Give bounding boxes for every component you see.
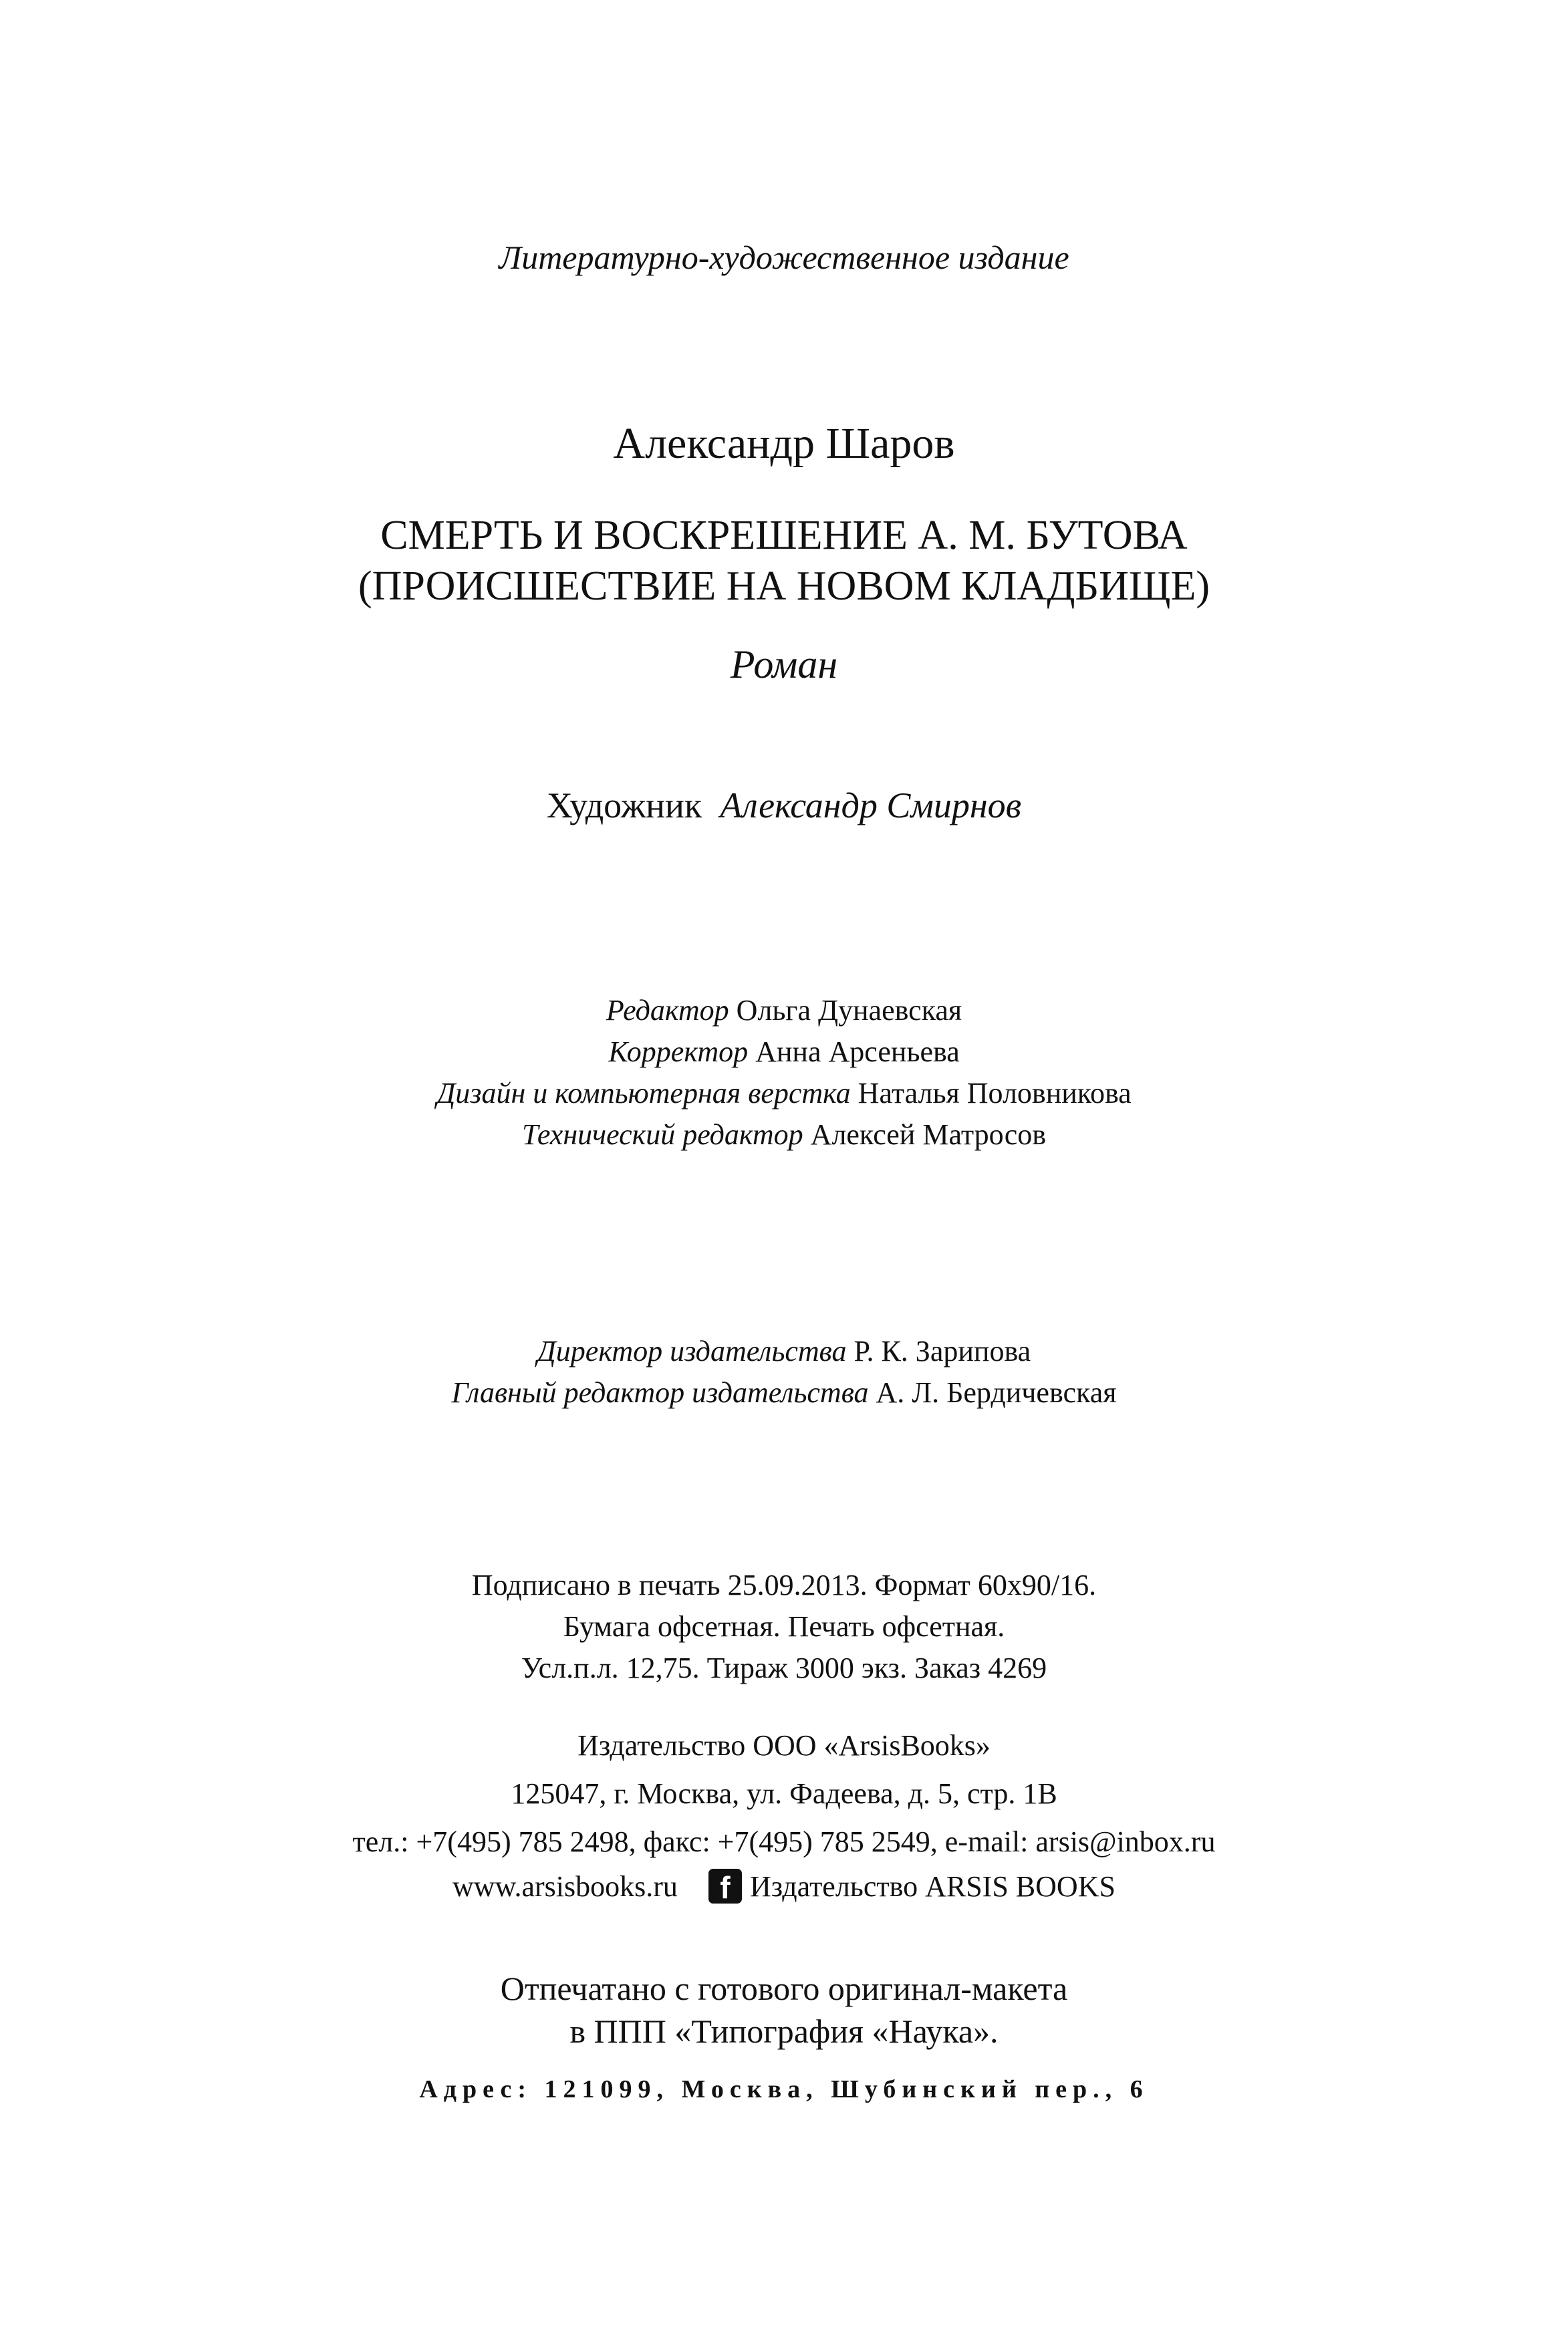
credit-designer: [0, 1076, 1568, 1110]
credit-name: Анна Арсеньева: [755, 1035, 960, 1068]
book-title-line-1: СМЕРТЬ И ВОСКРЕШЕНИЕ А. М. БУТОВА: [380, 513, 1188, 558]
book-author: Александр Шаров: [613, 419, 955, 468]
credit-name: Ольга Дунаевская: [736, 994, 962, 1027]
artist-role: Художник: [546, 785, 702, 825]
publisher-contacts: тел.: +7(495) 785 2498, факс: +7(495) 785 2549, e-mail: arsis@inbox.ru: [352, 1825, 1216, 1858]
print-info-line: Подписано в печать 25.09.2013. Формат 60х90/16.: [471, 1569, 1097, 1601]
facebook-page-label: Издательство ARSIS BOOKS: [749, 1869, 1116, 1903]
artist-name: Александр Смирнов: [720, 785, 1022, 825]
edition-type: Литературно-художественное издание: [499, 239, 1069, 276]
publisher-name: Издательство ООО «ArsisBooks»: [577, 1729, 991, 1762]
credit-chief-editor: [0, 1376, 1568, 1410]
credit-technical-editor: [0, 1118, 1568, 1152]
publisher-website: www.arsisbooks.ru: [452, 1869, 678, 1903]
publisher-address: 125047, г. Москва, ул. Фадеева, д. 5, стр. 1В: [511, 1777, 1057, 1810]
publisher-online: [0, 1869, 1568, 1904]
credit-role: Редактор: [606, 994, 729, 1027]
printer-address: Адрес: 121099, Москва, Шубинский пер., 6: [419, 2075, 1149, 2103]
credit-role: Технический редактор: [521, 1118, 803, 1151]
book-genre: Роман: [730, 642, 838, 686]
credit-proofreader: [0, 1035, 1568, 1069]
facebook-icon: f: [708, 1869, 742, 1904]
printer-line-2: в ППП «Типография «Наука».: [569, 2012, 999, 2050]
credit-name: Р. К. Зарипова: [854, 1335, 1031, 1368]
printer-line-1: Отпечатано с готового оригинал-макета: [500, 1970, 1068, 2007]
credit-role: Дизайн и компьютерная верстка: [436, 1077, 851, 1110]
book-title-line-2: (ПРОИСШЕСТВИЕ НА НОВОМ КЛАДБИЩЕ): [358, 563, 1210, 609]
artist-credit: [0, 785, 1568, 826]
credit-role: Корректор: [608, 1035, 749, 1068]
credit-name: Алексей Матросов: [810, 1118, 1047, 1151]
credit-name: Наталья Половникова: [858, 1077, 1132, 1110]
print-info-line: Усл.п.л. 12,75. Тираж 3000 экз. Заказ 4269: [521, 1652, 1047, 1684]
credit-role: Главный редактор издательства: [451, 1376, 869, 1409]
credit-editor: [0, 993, 1568, 1027]
credit-publishing-director: [0, 1334, 1568, 1368]
credit-name: А. Л. Бердичевская: [876, 1376, 1117, 1409]
print-info-line: Бумага офсетная. Печать офсетная.: [563, 1610, 1005, 1643]
credit-role: Директор издательства: [537, 1335, 847, 1368]
